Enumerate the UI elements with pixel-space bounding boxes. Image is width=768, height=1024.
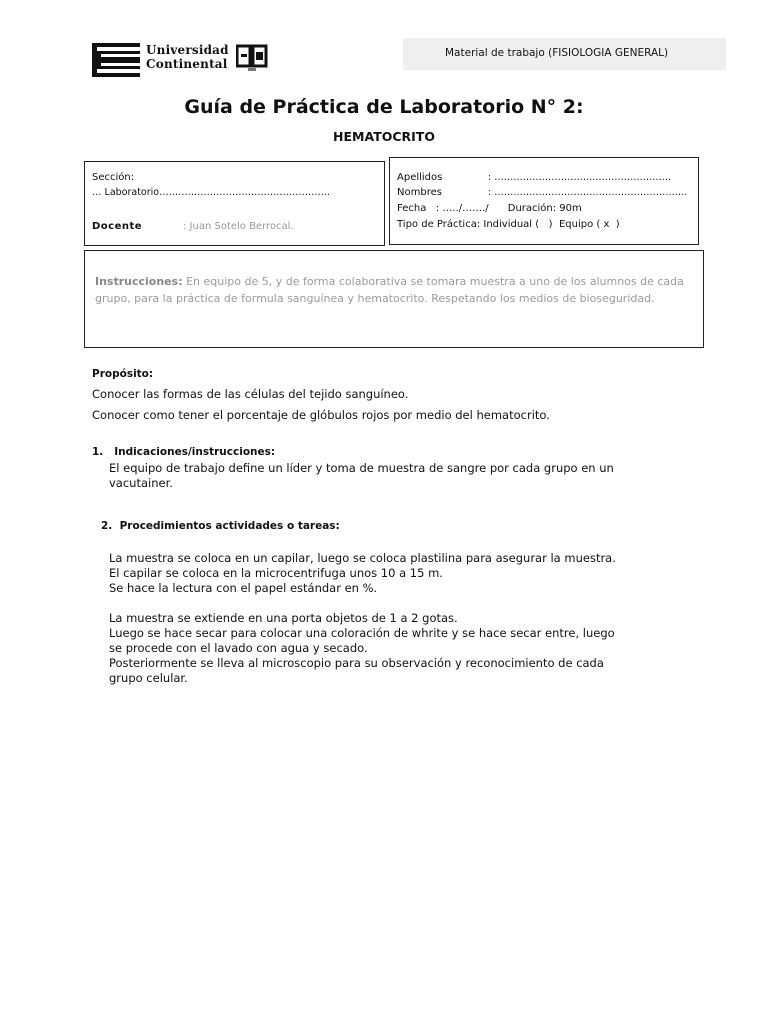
nombres-label: Nombres [397,187,442,198]
university-logo-icon [92,43,140,77]
section-info-box [84,161,385,246]
instructions-label: Instrucciones: [95,275,183,288]
step-line: Posteriormente se lleva al microscopio para su observación y reconocimiento de cada [109,656,604,670]
seccion-label: Sección: [92,172,135,183]
step-line: La muestra se coloca en un capilar, luego se coloca plastilina para asegurar la muestra. [109,551,616,565]
instructions-text [95,273,695,307]
step-line: grupo celular. [109,671,188,685]
anniversary-logo-icon [236,44,268,74]
step-line: se procede con el lavado con agua y secado. [109,641,368,655]
course-material-banner [403,38,726,70]
step-line: El capilar se coloca en la microcentrifuga unos 10 a 15 m. [109,566,443,580]
proposito-line-1: Conocer las formas de las células del tejido sanguíneo. [92,387,409,401]
section2-steps [109,551,709,686]
step-line: Luego se hace secar para colocar una coloración de whrite y se hace secar entre, luego [109,626,615,640]
docente-label: Docente [92,221,143,232]
proposito-line-2: Conocer como tener el porcentaje de glóbulos rojos por medio del hematocrito. [92,408,550,422]
laboratorio-line: … Laboratorio……………………………………………… [92,187,331,198]
instructions-body: En equipo de 5, y de forma colaborativa se tomara muestra a uno de los alumnos de cada grupo, para la práctica de formula sanguínea y hematocrito. Respetando los medios de bioseguridad. [95,275,684,305]
university-name-line2: Continental [146,57,228,71]
step-line [109,596,709,611]
university-name-line1: Universidad [146,43,229,57]
university-name [146,43,229,71]
section2-heading: 2. Procedimientos actividades o tareas: [101,520,340,532]
step-line: Se hace la lectura con el papel estándar en %. [109,581,378,595]
course-material-text: Material de trabajo (FISIOLOGIA GENERAL) [445,47,669,59]
page-subtitle: HEMATOCRITO [333,129,435,144]
nombres-field[interactable]: : ……………………………………………………. [488,187,688,198]
fecha-duracion-line: Fecha : …../……./ Duración: 90m [397,203,582,214]
step-line: La muestra se extiende en una porta objetos de 1 a 2 gotas. [109,611,458,625]
docente-value: : Juan Sotelo Berrocal. [183,221,294,232]
proposito-heading: Propósito: [92,368,154,380]
page-title: Guía de Práctica de Laboratorio N° 2: [184,96,584,118]
apellidos-field[interactable]: : …………………………..…………………… [488,172,672,183]
student-info-box [389,157,699,245]
section1-text: El equipo de trabajo define un líder y toma de muestra de sangre por cada grupo en un vacutainer. [109,461,614,490]
apellidos-label: Apellidos [397,172,443,183]
tipo-practica-line: Tipo de Práctica: Individual ( ) Equipo ( x ) [397,219,620,230]
section1-heading: 1. Indicaciones/instrucciones: [92,446,276,458]
